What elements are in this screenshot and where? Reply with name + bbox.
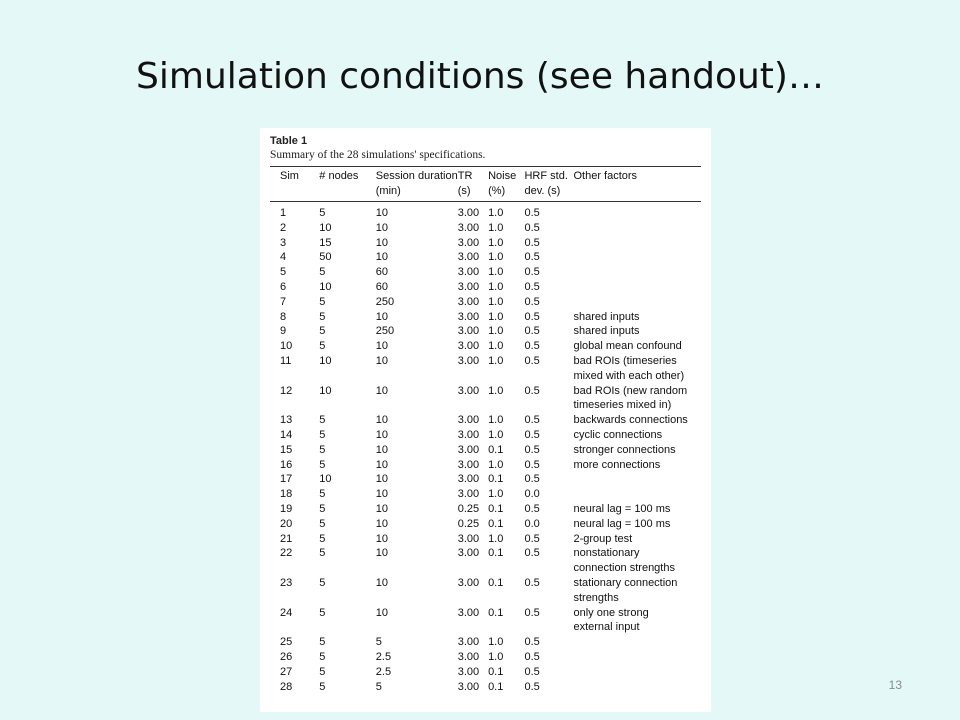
cell-hrf: 0.5: [524, 221, 540, 234]
cell-duration: 5: [375, 636, 382, 649]
cell-noise: 1.0: [488, 532, 504, 545]
cell-other-factors: [573, 650, 701, 665]
cell-sim: 21: [280, 532, 293, 545]
cell-nodes: 5: [319, 340, 326, 353]
cell-noise: 1.0: [488, 266, 504, 279]
header-other-factors: [573, 167, 701, 202]
table-row: [270, 265, 701, 280]
cell-tr: 3.00: [457, 295, 480, 308]
cell-hrf: 0.5: [524, 325, 540, 338]
cell-hrf: 0.5: [524, 354, 540, 367]
cell-hrf: 0.5: [524, 414, 540, 427]
cell-hrf: 0.5: [524, 665, 540, 678]
header-duration-line: Session duration: [375, 170, 458, 182]
cell-sim: 25: [280, 636, 293, 649]
table-row: [270, 487, 701, 502]
cell-other-factors: [573, 472, 701, 487]
cell-noise: 1.0: [488, 236, 504, 249]
cell-sim: 23: [280, 576, 293, 589]
cell-other-factors: [573, 202, 701, 221]
cell-tr: 3.00: [457, 221, 480, 234]
table-row: [270, 635, 701, 650]
cell-noise: 0.1: [488, 576, 504, 589]
cell-sim: 7: [280, 295, 287, 308]
cell-hrf: 0.0: [524, 517, 540, 530]
cell-tr: 3.00: [457, 680, 480, 693]
cell-duration: 10: [375, 606, 389, 619]
cell-noise: 0.1: [488, 547, 504, 560]
cell-tr: 3.00: [457, 266, 480, 279]
cell-sim: 8: [280, 310, 287, 323]
table-header-row: [270, 167, 701, 202]
cell-nodes: 5: [319, 266, 326, 279]
page-number: 13: [888, 678, 902, 692]
cell-noise: 1.0: [488, 251, 504, 264]
table-row: [270, 546, 701, 576]
header-nodes: [313, 167, 367, 202]
cell-other-factors: cyclic connections: [573, 428, 663, 441]
cell-sim: 27: [280, 665, 293, 678]
cell-duration: 10: [375, 221, 389, 234]
table-caption: Summary of the 28 simulations' specifications.: [270, 149, 486, 161]
cell-hrf: 0.5: [524, 473, 540, 486]
cell-other-factors: shared inputs: [573, 325, 640, 338]
cell-nodes: 10: [319, 221, 332, 234]
cell-other-factors: [573, 236, 701, 251]
table-label: [270, 134, 701, 148]
cell-nodes: 5: [319, 576, 326, 589]
cell-nodes: 5: [319, 650, 326, 663]
cell-other-factors: backwards connections: [573, 414, 688, 427]
cell-duration: 10: [375, 414, 389, 427]
cell-duration: 10: [375, 458, 389, 471]
cell-tr: 3.00: [457, 280, 480, 293]
cell-duration: 10: [375, 340, 389, 353]
cell-tr: 3.00: [457, 650, 480, 663]
header-nodes-line: # nodes: [319, 170, 359, 182]
cell-hrf: 0.5: [524, 502, 540, 515]
cell-noise: 1.0: [488, 340, 504, 353]
cell-duration: 10: [375, 443, 389, 456]
cell-nodes: 5: [319, 458, 326, 471]
cell-hrf: 0.5: [524, 384, 540, 397]
table-row: [270, 428, 701, 443]
cell-tr: 3.00: [457, 488, 480, 501]
cell-other-factors: nonstationary connection strengths: [573, 547, 675, 575]
cell-tr: 3.00: [457, 384, 480, 397]
table-row: [270, 310, 701, 325]
cell-tr: 3.00: [457, 443, 480, 456]
table-body: [270, 202, 701, 694]
cell-other-factors: [573, 280, 701, 295]
cell-tr: 3.00: [457, 310, 480, 323]
header-hrf: [524, 167, 573, 202]
cell-nodes: 50: [319, 251, 332, 264]
cell-hrf: 0.5: [524, 236, 540, 249]
cell-other-factors: [573, 295, 701, 310]
cell-hrf: 0.5: [524, 606, 540, 619]
cell-nodes: 5: [319, 547, 326, 560]
cell-duration: 60: [375, 280, 389, 293]
simulation-spec-table: [270, 167, 701, 694]
table-row: [270, 295, 701, 310]
cell-duration: 10: [375, 207, 389, 219]
cell-tr: 3.00: [457, 236, 480, 249]
cell-duration: 250: [375, 325, 395, 338]
cell-nodes: 5: [319, 207, 326, 219]
cell-duration: 2.5: [375, 650, 392, 663]
cell-duration: 250: [375, 295, 395, 308]
cell-noise: 1.0: [488, 280, 504, 293]
cell-noise: 1.0: [488, 650, 504, 663]
table-row: [270, 236, 701, 251]
cell-hrf: 0.5: [524, 576, 540, 589]
cell-tr: 3.00: [457, 665, 480, 678]
cell-hrf: 0.5: [524, 310, 540, 323]
cell-hrf: 0.5: [524, 428, 540, 441]
table-number: Table 1: [270, 135, 308, 147]
cell-hrf: 0.5: [524, 340, 540, 353]
table-row: [270, 280, 701, 295]
cell-nodes: 10: [319, 280, 332, 293]
cell-sim: 9: [280, 325, 287, 338]
cell-hrf: 0.5: [524, 650, 540, 663]
cell-nodes: 10: [319, 473, 332, 486]
table-image-panel: [260, 128, 711, 712]
cell-hrf: 0.5: [524, 443, 540, 456]
cell-noise: 0.1: [488, 473, 504, 486]
cell-duration: 10: [375, 473, 389, 486]
slide-title: Simulation conditions (see handout)…: [136, 56, 824, 97]
cell-duration: 2.5: [375, 665, 392, 678]
cell-sim: 17: [280, 473, 293, 486]
cell-sim: 28: [280, 680, 293, 693]
cell-nodes: 5: [319, 636, 326, 649]
cell-noise: 0.1: [488, 606, 504, 619]
cell-nodes: 10: [319, 384, 332, 397]
cell-nodes: 5: [319, 517, 326, 530]
header-hrf-line: HRF std.: [524, 170, 568, 182]
header-tr-line: TR: [457, 170, 473, 182]
cell-other-factors: [573, 250, 701, 265]
cell-noise: 1.0: [488, 384, 504, 397]
cell-duration: 10: [375, 532, 389, 545]
cell-noise: 0.1: [488, 502, 504, 515]
cell-duration: 10: [375, 310, 389, 323]
cell-other-factors: global mean confound: [573, 340, 682, 353]
cell-hrf: 0.5: [524, 680, 540, 693]
cell-sim: 12: [280, 384, 293, 397]
table-row: [270, 458, 701, 473]
cell-other-factors: 2-group test: [573, 532, 633, 545]
table-row: [270, 384, 701, 414]
cell-nodes: 5: [319, 295, 326, 308]
cell-noise: 0.1: [488, 680, 504, 693]
cell-sim: 14: [280, 428, 293, 441]
header-tr: [458, 167, 488, 202]
cell-tr: 3.00: [457, 576, 480, 589]
header-noise-line: Noise: [488, 170, 517, 182]
cell-nodes: 10: [319, 354, 332, 367]
cell-sim: 2: [280, 221, 287, 234]
cell-duration: 10: [375, 236, 389, 249]
cell-noise: 0.1: [488, 443, 504, 456]
header-duration: [368, 167, 458, 202]
header-tr-line: (s): [457, 185, 471, 197]
cell-sim: 22: [280, 547, 293, 560]
cell-noise: 0.1: [488, 517, 504, 530]
header-noise-line: (%): [488, 185, 506, 197]
cell-noise: 1.0: [488, 488, 504, 501]
cell-noise: 1.0: [488, 207, 504, 219]
cell-noise: 1.0: [488, 414, 504, 427]
cell-other-factors: only one strong external input: [573, 606, 649, 634]
cell-noise: 1.0: [488, 636, 504, 649]
cell-other-factors: neural lag = 100 ms: [573, 517, 671, 530]
cell-other-factors: [573, 680, 701, 695]
cell-nodes: 5: [319, 606, 326, 619]
cell-other-factors: bad ROIs (new random timeseries mixed in): [573, 384, 688, 412]
cell-other-factors: [573, 487, 701, 502]
table-row: [270, 443, 701, 458]
cell-hrf: 0.5: [524, 532, 540, 545]
cell-nodes: 5: [319, 532, 326, 545]
cell-sim: 10: [280, 340, 293, 353]
cell-hrf: 0.5: [524, 266, 540, 279]
cell-sim: 16: [280, 458, 293, 471]
cell-sim: 24: [280, 606, 293, 619]
cell-other-factors: [573, 665, 701, 680]
cell-noise: 0.1: [488, 665, 504, 678]
cell-tr: 3.00: [457, 325, 480, 338]
cell-sim: 26: [280, 650, 293, 663]
cell-other-factors: neural lag = 100 ms: [573, 502, 671, 515]
header-sim-line: Sim: [280, 170, 299, 182]
cell-sim: 18: [280, 488, 293, 501]
cell-sim: 4: [280, 251, 287, 264]
cell-nodes: 5: [319, 488, 326, 501]
cell-hrf: 0.5: [524, 458, 540, 471]
cell-duration: 10: [375, 251, 389, 264]
cell-tr: 3.00: [457, 547, 480, 560]
cell-sim: 15: [280, 443, 293, 456]
cell-nodes: 5: [319, 428, 326, 441]
cell-duration: 10: [375, 576, 389, 589]
cell-duration: 10: [375, 502, 389, 515]
table-row: [270, 680, 701, 695]
table-row: [270, 324, 701, 339]
cell-hrf: 0.5: [524, 207, 540, 219]
cell-tr: 3.00: [457, 532, 480, 545]
table-row: [270, 202, 701, 221]
cell-duration: 10: [375, 547, 389, 560]
cell-nodes: 5: [319, 502, 326, 515]
table-row: [270, 472, 701, 487]
cell-tr: 3.00: [457, 207, 480, 219]
table-row: [270, 606, 701, 636]
cell-hrf: 0.5: [524, 547, 540, 560]
header-duration-line: (min): [375, 185, 401, 197]
cell-other-factors: [573, 265, 701, 280]
cell-hrf: 0.5: [524, 251, 540, 264]
cell-hrf: 0.5: [524, 280, 540, 293]
cell-duration: 10: [375, 517, 389, 530]
cell-other-factors: shared inputs: [573, 310, 640, 323]
table-row: [270, 339, 701, 354]
cell-sim: 11: [280, 354, 292, 367]
cell-noise: 1.0: [488, 295, 504, 308]
table-row: [270, 650, 701, 665]
table-row: [270, 576, 701, 606]
cell-duration: 60: [375, 266, 389, 279]
cell-duration: 5: [375, 680, 382, 693]
header-noise: [488, 167, 524, 202]
cell-tr: 3.00: [457, 414, 480, 427]
cell-sim: 20: [280, 517, 293, 530]
cell-sim: 19: [280, 502, 293, 515]
cell-other-factors: stronger connections: [573, 443, 676, 456]
cell-other-factors: [573, 635, 701, 650]
cell-noise: 1.0: [488, 325, 504, 338]
cell-nodes: 5: [319, 680, 326, 693]
cell-tr: 3.00: [457, 636, 480, 649]
cell-noise: 1.0: [488, 354, 504, 367]
cell-duration: 10: [375, 428, 389, 441]
cell-tr: 3.00: [457, 606, 480, 619]
table-row: [270, 532, 701, 547]
table-row: [270, 250, 701, 265]
cell-tr: 0.25: [457, 517, 480, 530]
table-row: [270, 665, 701, 680]
cell-nodes: 15: [319, 236, 332, 249]
cell-sim: 6: [280, 280, 287, 293]
cell-duration: 10: [375, 354, 389, 367]
cell-hrf: 0.0: [524, 488, 540, 501]
cell-other-factors: more connections: [573, 458, 661, 471]
cell-sim: 3: [280, 236, 287, 249]
table-row: [270, 502, 701, 517]
cell-tr: 3.00: [457, 251, 480, 264]
cell-noise: 1.0: [488, 221, 504, 234]
cell-tr: 3.00: [457, 473, 480, 486]
header-other-factors-line: Other factors: [573, 170, 638, 182]
cell-noise: 1.0: [488, 428, 504, 441]
cell-hrf: 0.5: [524, 295, 540, 308]
cell-nodes: 5: [319, 665, 326, 678]
table-row: [270, 221, 701, 236]
cell-sim: 13: [280, 414, 293, 427]
cell-tr: 0.25: [457, 502, 480, 515]
header-hrf-line: dev. (s): [524, 185, 561, 197]
cell-nodes: 5: [319, 443, 326, 456]
table-row: [270, 354, 701, 384]
cell-duration: 10: [375, 488, 389, 501]
cell-tr: 3.00: [457, 340, 480, 353]
table-row: [270, 413, 701, 428]
cell-tr: 3.00: [457, 458, 480, 471]
cell-other-factors: bad ROIs (timeseries mixed with each other): [573, 354, 685, 382]
cell-tr: 3.00: [457, 428, 480, 441]
cell-nodes: 5: [319, 414, 326, 427]
cell-other-factors: [573, 221, 701, 236]
cell-noise: 1.0: [488, 310, 504, 323]
cell-sim: 1: [280, 207, 287, 219]
cell-sim: 5: [280, 266, 287, 279]
cell-nodes: 5: [319, 310, 326, 323]
table-row: [270, 517, 701, 532]
header-sim: [270, 167, 313, 202]
cell-duration: 10: [375, 384, 389, 397]
cell-tr: 3.00: [457, 354, 480, 367]
cell-hrf: 0.5: [524, 636, 540, 649]
cell-nodes: 5: [319, 325, 326, 338]
cell-other-factors: stationary connection strengths: [573, 576, 678, 604]
cell-noise: 1.0: [488, 458, 504, 471]
